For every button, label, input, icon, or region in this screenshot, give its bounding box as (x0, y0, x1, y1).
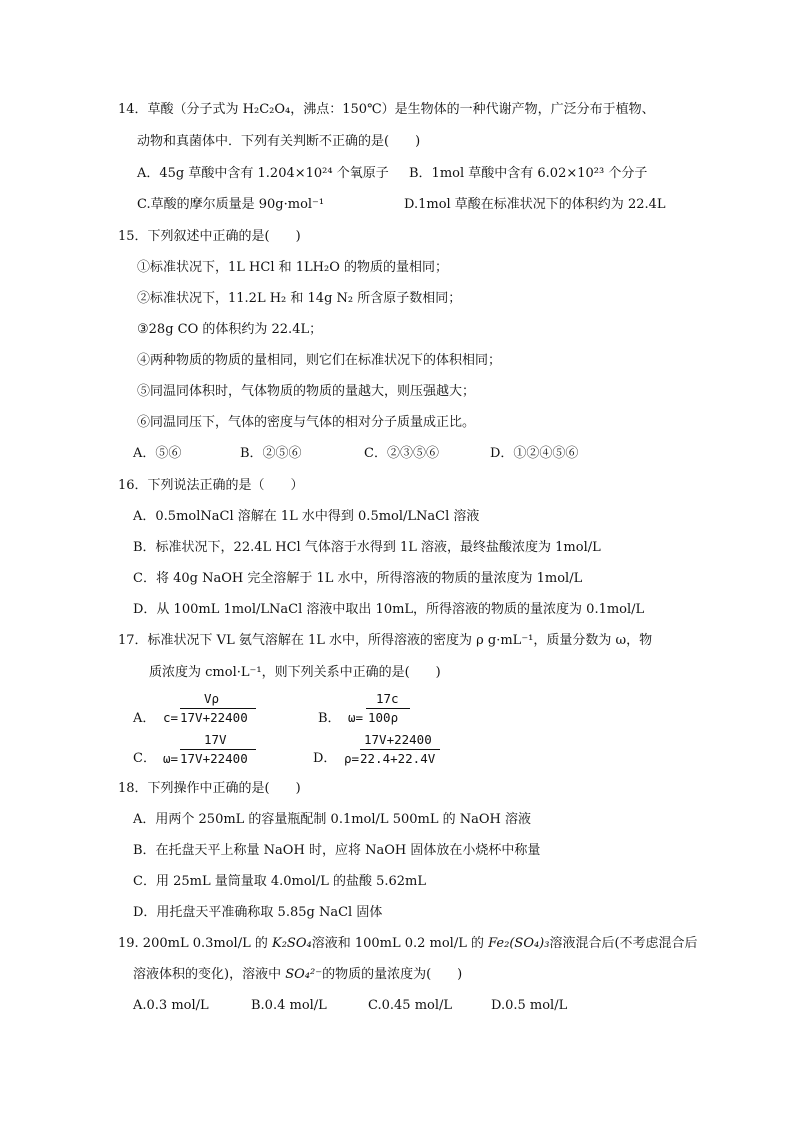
q19-stem-line1 (118, 935, 698, 953)
q17-option-c-label: C． (133, 751, 156, 766)
q15-statement-6: ⑥同温同压下，气体的密度与气体的相对分子质量成正比。 (137, 415, 476, 430)
q14-option-d: D.1mol 草酸在标准状况下的体积约为 22.4L (404, 197, 666, 212)
q17-option-b-numerator: 17c (376, 691, 399, 706)
q19-stem-part2: 溶液和 100mL 0.2 mol/L 的 (311, 936, 489, 951)
q17-option-d-denominator: 22.4+22.4V (360, 751, 436, 766)
q17-option-d-label: D． (313, 751, 337, 766)
q15-statement-4: ④两种物质的物质的量相同，则它们在标准状况下的体积相同； (137, 353, 502, 368)
q15-statement-3: ③28g CO 的体积约为 22.4L； (137, 322, 323, 337)
q15-stem: 15．下列叙述中正确的是( ) (118, 229, 301, 244)
q14-option-c: C.草酸的摩尔质量是 90g·mol⁻¹ (137, 197, 325, 212)
q17-option-a-lhs: c= (163, 710, 179, 725)
q19-formula-fe2so43: Fe₂(SO₄)₃ (488, 936, 550, 951)
q19-stem-line2 (133, 966, 462, 984)
q18-option-b: B．在托盘天平上称量 NaOH 时，应将 NaOH 固体放在小烧杯中称量 (133, 843, 541, 858)
q17-option-d-numerator: 17V+22400 (364, 732, 432, 747)
q18-option-c: C．用 25mL 量筒量取 4.0mol/L 的盐酸 5.62mL (133, 874, 427, 889)
q19-option-b: B.0.4 mol/L (251, 998, 327, 1013)
q15-option-d: D．①②④⑤⑥ (490, 446, 579, 461)
q15-statement-1: ①标准状况下，1L HCl 和 1LH₂O 的物质的量相同； (137, 260, 448, 275)
q17-option-b-lhs: ω= (348, 710, 364, 725)
q16-option-a: A．0.5molNaCl 溶解在 1L 水中得到 0.5mol/LNaCl 溶液 (133, 509, 480, 524)
q15-option-a: A．⑤⑥ (133, 446, 182, 461)
q16-option-d: D．从 100mL 1mol/LNaCl 溶液中取出 10mL，所得溶液的物质的量浓度为 0.1mol/L (133, 602, 645, 617)
q17-option-a-label: A． (133, 711, 156, 726)
q15-statement-2: ②标准状况下，11.2L H₂ 和 14g N₂ 所含原子数相同； (137, 291, 462, 306)
q19-stem-part5: 的物质的量浓度为( ) (322, 967, 463, 982)
q17-option-c-lhs: ω= (163, 751, 179, 766)
q19-option-d: D.0.5 mol/L (491, 998, 568, 1013)
q17-stem-line1: 17．标准状况下 VL 氨气溶解在 1L 水中，所得溶液的密度为 ρ g·mL⁻¹，质量分数为 ω，物 (118, 633, 653, 648)
q19-stem-part3: 溶液混合后(不考虑混合后 (549, 936, 698, 951)
q17-option-b-label: B． (318, 711, 341, 726)
q17-option-a-denominator: 17V+22400 (180, 710, 248, 725)
q17-option-a-numerator: Vρ (204, 691, 220, 706)
q17-option-c-numerator: 17V (204, 732, 227, 747)
q14-stem-line1: 14．草酸（分子式为 H₂C₂O₄，沸点：150℃）是生物体的一种代谢产物，广泛分布于植物、 (118, 102, 655, 117)
q16-option-c: C．将 40g NaOH 完全溶解于 1L 水中，所得溶液的物质的量浓度为 1mol/L (133, 571, 583, 586)
q18-stem: 18．下列操作中正确的是( ) (118, 781, 301, 796)
q15-option-b: B．②⑤⑥ (240, 446, 302, 461)
q15-option-c: C．②③⑤⑥ (364, 446, 439, 461)
q14-option-a: A．45g 草酸中含有 1.204×10²⁴ 个氧原子 (137, 166, 389, 181)
q19-formula-so4: SO₄²⁻ (285, 967, 323, 982)
q17-option-d-lhs: ρ= (344, 751, 360, 766)
q19-stem-part4: 溶液体积的变化)，溶液中 (133, 967, 286, 982)
q14-stem-line2: 动物和真菌体中．下列有关判断不正确的是( ) (137, 134, 421, 149)
q19-option-c: C.0.45 mol/L (368, 998, 453, 1013)
q14-option-b: B．1mol 草酸中含有 6.02×10²³ 个分子 (409, 166, 648, 181)
q18-option-d: D．用托盘天平准确称取 5.85g NaCl 固体 (133, 905, 383, 920)
q19-formula-k2so4: K₂SO₄ (271, 936, 312, 951)
q19-option-a: A.0.3 mol/L (133, 998, 209, 1013)
q18-option-a: A．用两个 250mL 的容量瓶配制 0.1mol/L 500mL 的 NaOH 溶液 (133, 812, 531, 827)
q17-option-c-denominator: 17V+22400 (180, 751, 248, 766)
q16-stem: 16．下列说法正确的是（ ） (118, 478, 304, 493)
q17-stem-line2: 质浓度为 cmol·L⁻¹，则下列关系中正确的是( ) (149, 665, 441, 680)
q19-stem-part1: 19. 200mL 0.3mol/L 的 (118, 936, 272, 951)
q15-statement-5: ⑤同温同体积时，气体物质的物质的量越大，则压强越大； (137, 384, 476, 399)
q16-option-b: B．标准状况下，22.4L HCl 气体溶于水得到 1L 溶液，最终盐酸浓度为 1mol/L (133, 540, 601, 555)
q17-option-b-denominator: 100ρ (368, 710, 399, 725)
